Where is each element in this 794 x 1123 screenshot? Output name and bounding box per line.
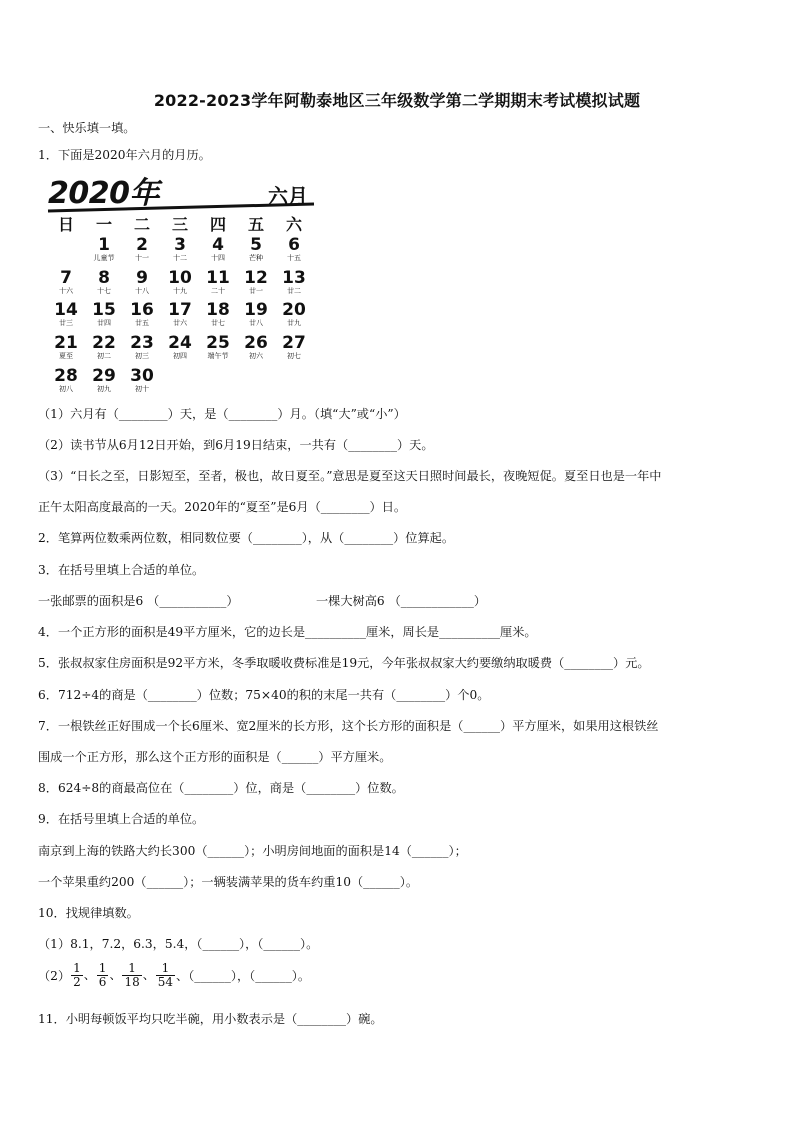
calendar-day	[86, 236, 122, 263]
calendar-day	[48, 301, 84, 328]
fraction-separator: 、	[109, 968, 122, 982]
calendar-day	[162, 236, 198, 263]
calendar-weekday: 一	[95, 215, 112, 234]
calendar-image	[46, 168, 320, 400]
question-1-sub-3-line-1: （3）“日长之至，日影短至，至者，极也，故日夏至。”意思是夏至这天日照时间最长，夜晚短促。夏至日也是一年中	[38, 469, 662, 483]
calendar-day	[86, 269, 122, 296]
calendar-day	[48, 367, 84, 394]
calendar-day-lunar: 廿四	[97, 319, 111, 327]
calendar-day	[200, 269, 236, 296]
calendar-day-number: 20	[282, 300, 306, 320]
question-9-stem: 9．在括号里填上合适的单位。	[38, 812, 205, 826]
question-10-sub-2	[38, 962, 310, 989]
calendar-day-number: 7	[60, 268, 72, 288]
calendar-day	[162, 334, 198, 361]
calendar-day-lunar: 二十	[211, 287, 225, 295]
question-7-line-1: 7．一根铁丝正好围成一个长6厘米、宽2厘米的长方形，这个长方形的面积是（______）平方厘米，如果用这根铁丝	[38, 719, 659, 733]
calendar-weekday: 五	[247, 215, 264, 234]
question-2: 2．笔算两位数乘两位数，相同数位要（________），从（________）位算起。	[38, 531, 455, 545]
calendar-day-number: 6	[288, 235, 300, 255]
calendar-day-lunar: 十二	[173, 254, 187, 262]
calendar-day-lunar: 十五	[287, 254, 301, 262]
question-6: 6．712÷4的商是（________）位数；75×40的积的末尾一共有（________）个0。	[38, 688, 490, 702]
calendar-day-lunar: 初八	[59, 385, 73, 393]
calendar-day-number: 3	[174, 235, 186, 255]
calendar-day	[276, 236, 312, 263]
calendar-day-lunar: 初六	[249, 352, 263, 360]
calendar-day-number: 16	[130, 300, 154, 320]
calendar-day-number: 12	[244, 268, 268, 288]
calendar-weekday: 三	[171, 215, 188, 234]
question-4: 4．一个正方形的面积是49平方厘米，它的边长是__________厘米，周长是__________厘米。	[38, 625, 537, 639]
question-10-sub-2-prefix: （2）	[38, 969, 71, 983]
calendar-day-lunar: 廿一	[249, 287, 263, 295]
calendar-day-lunar: 芒种	[249, 254, 263, 262]
calendar-day-number: 11	[206, 268, 230, 288]
calendar-day-number: 10	[168, 268, 192, 288]
calendar-day-number: 8	[98, 268, 110, 288]
fraction	[122, 962, 141, 989]
calendar-day-lunar: 十一	[135, 254, 149, 262]
calendar-day	[86, 301, 122, 328]
section-heading: 一、快乐填一填。	[38, 121, 136, 135]
calendar-day	[200, 334, 236, 361]
calendar-day-number: 25	[206, 333, 230, 353]
calendar-day-lunar: 夏至	[59, 352, 73, 360]
calendar-day	[124, 236, 160, 263]
fraction-denominator: 2	[73, 975, 81, 989]
question-11: 11．小明每顿饭平均只吃半碗，用小数表示是（________）碗。	[38, 1012, 383, 1026]
calendar-day-number: 15	[92, 300, 116, 320]
calendar-day-lunar: 十四	[211, 254, 225, 262]
fraction	[97, 962, 109, 989]
fraction-denominator: 54	[157, 975, 174, 989]
fraction-numerator: 1	[98, 961, 107, 975]
calendar-day-number: 28	[54, 366, 78, 386]
calendar-day-number: 18	[206, 300, 230, 320]
calendar-day	[86, 334, 122, 361]
calendar-weekday: 六	[285, 215, 302, 234]
calendar-day	[276, 269, 312, 296]
calendar-day	[200, 236, 236, 263]
calendar-day-lunar: 廿八	[249, 319, 263, 327]
fraction-separator: 、	[142, 968, 155, 982]
calendar-day-lunar: 端午节	[207, 352, 229, 360]
calendar-header-rule	[46, 168, 320, 218]
calendar-day-lunar: 十六	[59, 287, 73, 295]
calendar-day-lunar: 初三	[135, 352, 149, 360]
calendar-day-number: 4	[212, 235, 224, 255]
question-9-part-b: 一个苹果重约200（______）；一辆装满苹果的货车约重10（______）。	[38, 875, 419, 889]
calendar-day-number: 13	[282, 268, 306, 288]
calendar-day-lunar: 廿五	[135, 319, 149, 327]
calendar-weekday: 二	[133, 215, 150, 234]
calendar-day-number: 14	[54, 300, 78, 320]
calendar-day-lunar: 廿六	[173, 319, 187, 327]
question-7-line-2: 围成一个正方形，那么这个正方形的面积是（______）平方厘米。	[38, 750, 392, 764]
calendar-day-lunar: 廿七	[211, 319, 225, 327]
calendar-day	[200, 301, 236, 328]
question-10-stem: 10．找规律填数。	[38, 906, 139, 920]
question-3-part-b: 一棵大树高6 （____________）	[316, 594, 487, 608]
calendar-day-lunar: 初七	[287, 352, 301, 360]
calendar-day	[238, 334, 274, 361]
calendar-day	[276, 301, 312, 328]
calendar-day-lunar: 廿三	[59, 319, 73, 327]
question-1-stem: 1．下面是2020年六月的月历。	[38, 148, 211, 162]
calendar-day-lunar: 儿童节	[93, 254, 115, 262]
calendar-day-number: 21	[54, 333, 78, 353]
fraction-numerator: 1	[122, 962, 141, 976]
calendar-day-lunar: 初四	[173, 352, 187, 360]
calendar-weekday: 四	[209, 215, 226, 234]
fraction-denominator: 6	[98, 975, 107, 989]
calendar-day-lunar: 廿二	[287, 287, 301, 295]
question-3-stem: 3．在括号里填上合适的单位。	[38, 563, 205, 577]
calendar-day-lunar: 初九	[97, 385, 111, 393]
question-3-part-a: 一张邮票的面积是6 （___________）	[38, 594, 239, 608]
question-1-sub-3-line-2: 正午太阳高度最高的一天。2020年的“夏至”是6月（________）日。	[38, 500, 407, 514]
calendar-day	[238, 236, 274, 263]
question-1-sub-1: （1）六月有（________）天，是（________）月。（填“大”或“小”）	[38, 407, 406, 421]
calendar-day-number: 9	[136, 268, 148, 288]
calendar-day-lunar: 廿九	[287, 319, 301, 327]
calendar-day	[86, 367, 122, 394]
question-10-sub-1: （1）8.1，7.2，6.3，5.4，（______），（______）。	[38, 937, 319, 951]
calendar-day-number: 17	[168, 300, 192, 320]
calendar-day	[238, 269, 274, 296]
question-9-part-a: 南京到上海的铁路大约长300（______）；小明房间地面的面积是14（______）；	[38, 844, 467, 858]
calendar-day-lunar: 初十	[135, 385, 149, 393]
calendar-month: 六月	[268, 184, 308, 208]
calendar-day	[276, 334, 312, 361]
fraction-numerator: 1	[156, 962, 175, 976]
calendar-day-number: 24	[168, 333, 192, 353]
calendar-day-lunar: 十八	[135, 287, 149, 295]
calendar-day-number: 29	[92, 366, 116, 386]
calendar-day-number: 22	[92, 333, 116, 353]
calendar-year: 2020年	[48, 176, 159, 211]
calendar-day-lunar: 初二	[97, 352, 111, 360]
calendar-day-lunar: 十七	[97, 287, 111, 295]
calendar-day	[124, 334, 160, 361]
fraction-sequence	[70, 962, 176, 989]
question-10-sub-2-suffix: 、（______），（______）。	[176, 969, 311, 983]
fraction-denominator: 18	[124, 975, 140, 989]
question-1-sub-2: （2）读书节从6月12日开始，到6月19日结束，一共有（________）天。	[38, 438, 434, 452]
fraction	[71, 962, 83, 989]
calendar-day-lunar: 十九	[173, 287, 187, 295]
calendar-day-number: 1	[98, 235, 110, 255]
calendar-day-number: 26	[244, 333, 268, 353]
calendar-day-number: 23	[130, 333, 154, 353]
calendar-day	[48, 269, 84, 296]
calendar-day	[162, 301, 198, 328]
calendar-day	[48, 334, 84, 361]
calendar-day-number: 19	[244, 300, 268, 320]
calendar-day	[238, 301, 274, 328]
fraction	[156, 962, 175, 989]
calendar-day	[124, 301, 160, 328]
calendar-day	[162, 269, 198, 296]
calendar-day	[124, 367, 160, 394]
page-title: 2022-2023学年阿勒泰地区三年级数学第二学期期末考试模拟试题	[153, 91, 641, 110]
calendar-day	[124, 269, 160, 296]
fraction-separator: 、	[83, 968, 96, 982]
calendar-weekday: 日	[57, 215, 74, 234]
calendar-day-number: 5	[250, 235, 262, 255]
calendar-day-number: 30	[130, 366, 154, 386]
fraction-numerator: 1	[73, 961, 81, 975]
question-8: 8．624÷8的商最高位在（________）位，商是（________）位数。	[38, 781, 404, 795]
calendar-day-number: 2	[136, 235, 148, 255]
question-5: 5．张叔叔家住房面积是92平方米，冬季取暖收费标准是19元，今年张叔叔家大约要缴纳取暖费（________）元。	[38, 656, 650, 670]
calendar-day-number: 27	[282, 333, 306, 353]
